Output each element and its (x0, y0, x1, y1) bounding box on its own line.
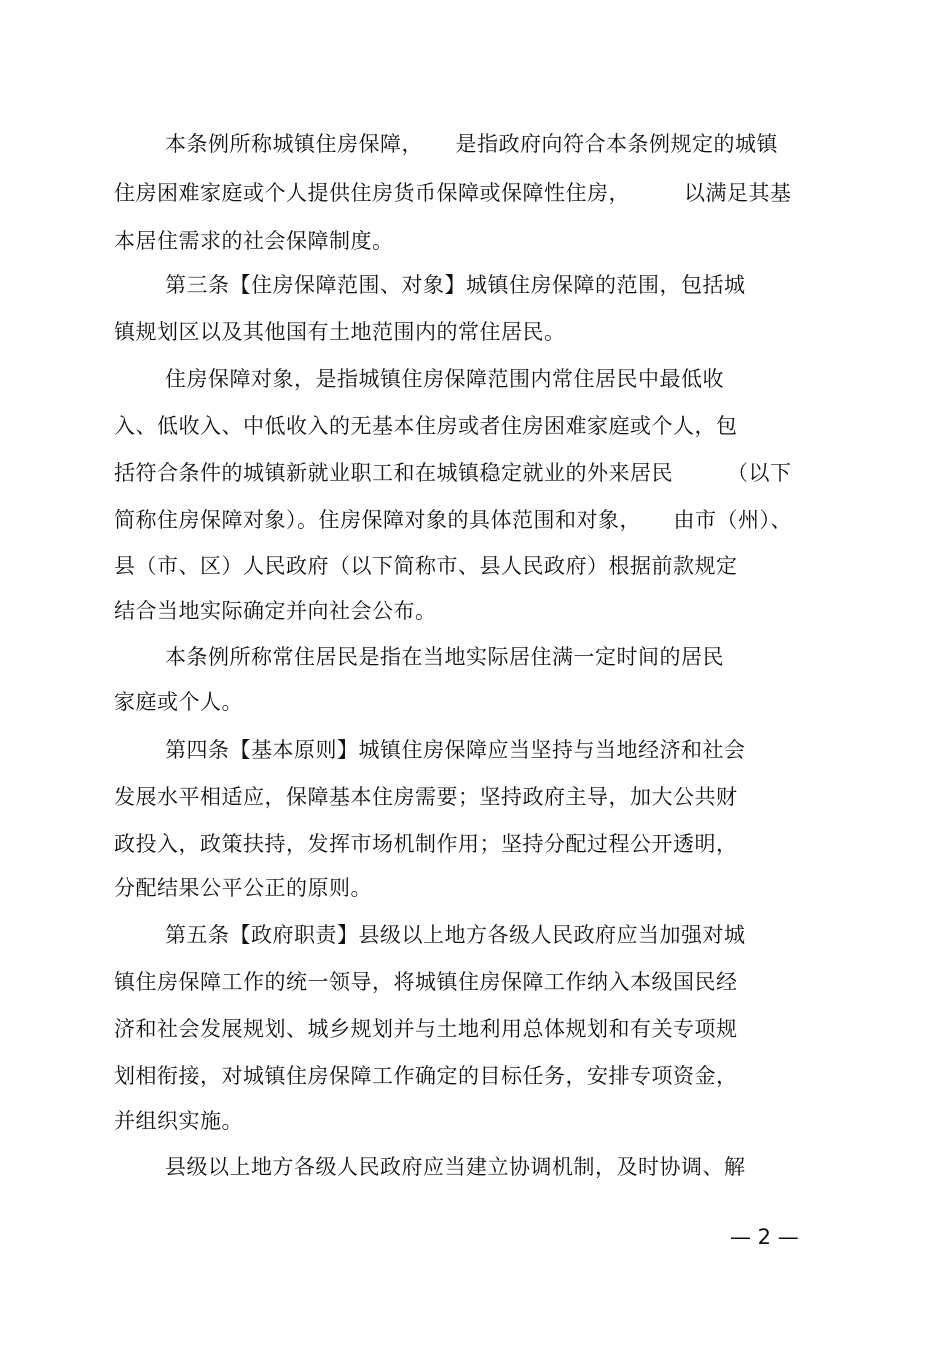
text-line: 划相衔接，对城镇住房保障工作确定的目标任务，安排专项资金， (114, 1064, 738, 1088)
text-line: 县级以上地方各级人民政府应当建立协调机制，及时协调、解 (165, 1155, 746, 1179)
text-line: 县（市、区）人民政府（以下简称市、县人民政府）根据前款规定 (114, 554, 738, 578)
text-line: 住房困难家庭或个人提供住房货币保障或保障性住房， 以满足其基 (114, 181, 792, 205)
text-line: 分配结果公平公正的原则。 (114, 876, 372, 900)
page-number: — 2 — (730, 1225, 799, 1249)
text-line: 政投入，政策扶持，发挥市场机制作用；坚持分配过程公开透明， (114, 832, 738, 856)
text-line: 简称住房保障对象）。住房保障对象的具体范围和对象， 由市（州）、 (114, 508, 792, 532)
text-line: 本条例所称城镇住房保障， 是指政府向符合本条例规定的城镇 (165, 132, 778, 156)
text-line: 本居住需求的社会保障制度。 (114, 229, 394, 253)
text-line: 第三条【住房保障范围、对象】城镇住房保障的范围，包括城 (165, 273, 746, 297)
text-line: 镇住房保障工作的统一领导，将城镇住房保障工作纳入本级国民经 (114, 970, 738, 994)
text-line: 结合当地实际确定并向社会公布。 (114, 599, 437, 623)
text-line: 第五条【政府职责】县级以上地方各级人民政府应当加强对城 (165, 923, 746, 947)
text-line: 入、低收入、中低收入的无基本住房或者住房困难家庭或个人，包 (114, 414, 738, 438)
text-line: 住房保障对象，是指城镇住房保障范围内常住居民中最低收 (165, 367, 724, 391)
text-line: 家庭或个人。 (114, 690, 243, 714)
text-line: 镇规划区以及其他国有土地范围内的常住居民。 (114, 320, 566, 344)
text-line: 发展水平相适应，保障基本住房需要；坚持政府主导，加大公共财 (114, 785, 738, 809)
text-line: 括符合条件的城镇新就业职工和在城镇稳定就业的外来居民 （以下 (114, 461, 792, 485)
text-line: 本条例所称常住居民是指在当地实际居住满一定时间的居民 (165, 645, 724, 669)
text-line: 并组织实施。 (114, 1109, 243, 1133)
text-line: 济和社会发展规划、城乡规划并与土地利用总体规划和有关专项规 (114, 1017, 738, 1041)
text-line: 第四条【基本原则】城镇住房保障应当坚持与当地经济和社会 (165, 738, 746, 762)
